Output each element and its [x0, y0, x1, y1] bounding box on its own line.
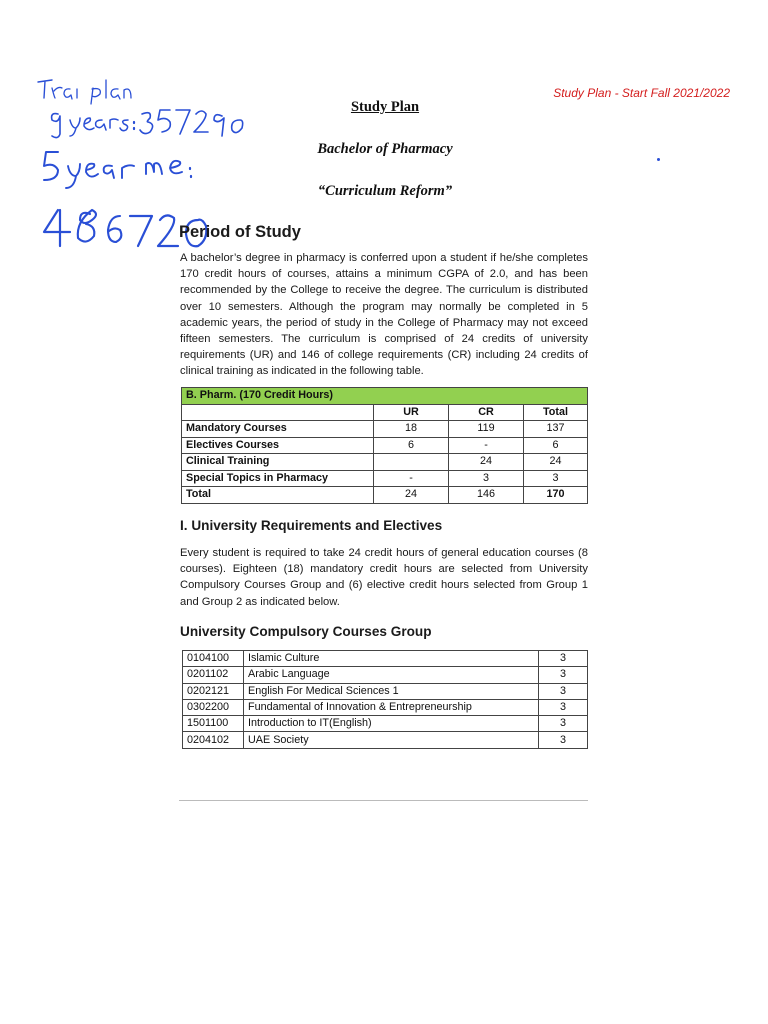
total-value: 24: [524, 454, 588, 471]
university-requirements-text: Every student is required to take 24 credit hours of general education courses (8 courses). Eighteen (18) mandatory credit hours are selected from University Compulsory Courses Group and (6) elective credit hours selected from Group 1 and Group 2 as indicated below.: [180, 547, 588, 608]
course-name: Arabic Language: [244, 667, 539, 683]
table-row: [183, 716, 588, 732]
degree-title: Bachelor of Pharmacy: [317, 141, 453, 157]
course-credits: 3: [539, 651, 588, 667]
table-row: [182, 470, 588, 487]
cr-value: 146: [449, 487, 524, 504]
course-name: Fundamental of Innovation & Entrepreneurship: [244, 699, 539, 715]
course-credits: 3: [539, 699, 588, 715]
course-credits: 3: [539, 667, 588, 683]
table-row: [182, 437, 588, 454]
table-row: [182, 421, 588, 438]
ur-value: 24: [374, 487, 449, 504]
cr-value: 3: [449, 470, 524, 487]
credit-table-title: B. Pharm. (170 Credit Hours): [182, 388, 588, 405]
course-credits: 3: [539, 716, 588, 732]
cr-value: -: [449, 437, 524, 454]
ur-value: [374, 454, 449, 471]
cr-value: 24: [449, 454, 524, 471]
course-code: 0201102: [183, 667, 244, 683]
table-row: [183, 651, 588, 667]
period-of-study-text: A bachelor’s degree in pharmacy is conferred upon a student if he/she completes 170 credit hours of courses, attains a minimum CGPA of 2.0, and has been recommended by the College to receive the degree. The curriculum is distributed over 10 semesters. Although the program may normally be completed in 5 academic years, the period of study in the College of Pharmacy may not exceed fifteen semesters. The curriculum is comprised of 24 credits of university requirements (UR) and 146 of college requirements (CR) including 24 credits of clinical training as indicated in the following table.: [180, 252, 588, 378]
course-code: 0302200: [183, 699, 244, 715]
column-header-ur: UR: [374, 404, 449, 421]
course-name: English For Medical Sciences 1: [244, 683, 539, 699]
footer-divider: [179, 800, 588, 801]
course-credits: 3: [539, 683, 588, 699]
compulsory-courses-heading: University Compulsory Courses Group: [180, 624, 432, 639]
column-header-cr: CR: [449, 404, 524, 421]
university-requirements-heading: I. University Requirements and Electives: [180, 518, 443, 533]
total-value: 170: [524, 487, 588, 504]
course-code: 0204102: [183, 732, 244, 748]
study-plan-title: Study Plan: [350, 99, 420, 115]
row-label: Electives Courses: [182, 437, 374, 454]
course-code: 1501100: [183, 716, 244, 732]
table-row: [183, 732, 588, 748]
course-name: Introduction to IT(English): [244, 716, 539, 732]
credit-hours-table: [181, 387, 588, 504]
course-code: 0104100: [183, 651, 244, 667]
table-row: [183, 683, 588, 699]
table-cell: [182, 404, 374, 421]
table-row: [182, 454, 588, 471]
ink-dot: [657, 158, 660, 161]
total-value: 3: [524, 470, 588, 487]
table-row: [183, 667, 588, 683]
column-header-total: Total: [524, 404, 588, 421]
course-name: UAE Society: [244, 732, 539, 748]
ur-value: 18: [374, 421, 449, 438]
ur-value: 6: [374, 437, 449, 454]
ur-value: -: [374, 470, 449, 487]
table-row: [183, 699, 588, 715]
course-code: 0202121: [183, 683, 244, 699]
period-of-study-heading: Period of Study: [179, 223, 301, 241]
row-label: Clinical Training: [182, 454, 374, 471]
compulsory-courses-table: [182, 650, 588, 749]
study-plan-header-note: Study Plan - Start Fall 2021/2022: [553, 86, 730, 100]
total-value: 137: [524, 421, 588, 438]
svg-text:Trad plan: Trad plan: [30, 70, 35, 71]
course-credits: 3: [539, 732, 588, 748]
row-label: Mandatory Courses: [182, 421, 374, 438]
curriculum-reform-title: “Curriculum Reform”: [317, 183, 453, 199]
row-label: Special Topics in Pharmacy: [182, 470, 374, 487]
cr-value: 119: [449, 421, 524, 438]
row-label: Total: [182, 487, 374, 504]
course-name: Islamic Culture: [244, 651, 539, 667]
table-row: [182, 487, 588, 504]
total-value: 6: [524, 437, 588, 454]
